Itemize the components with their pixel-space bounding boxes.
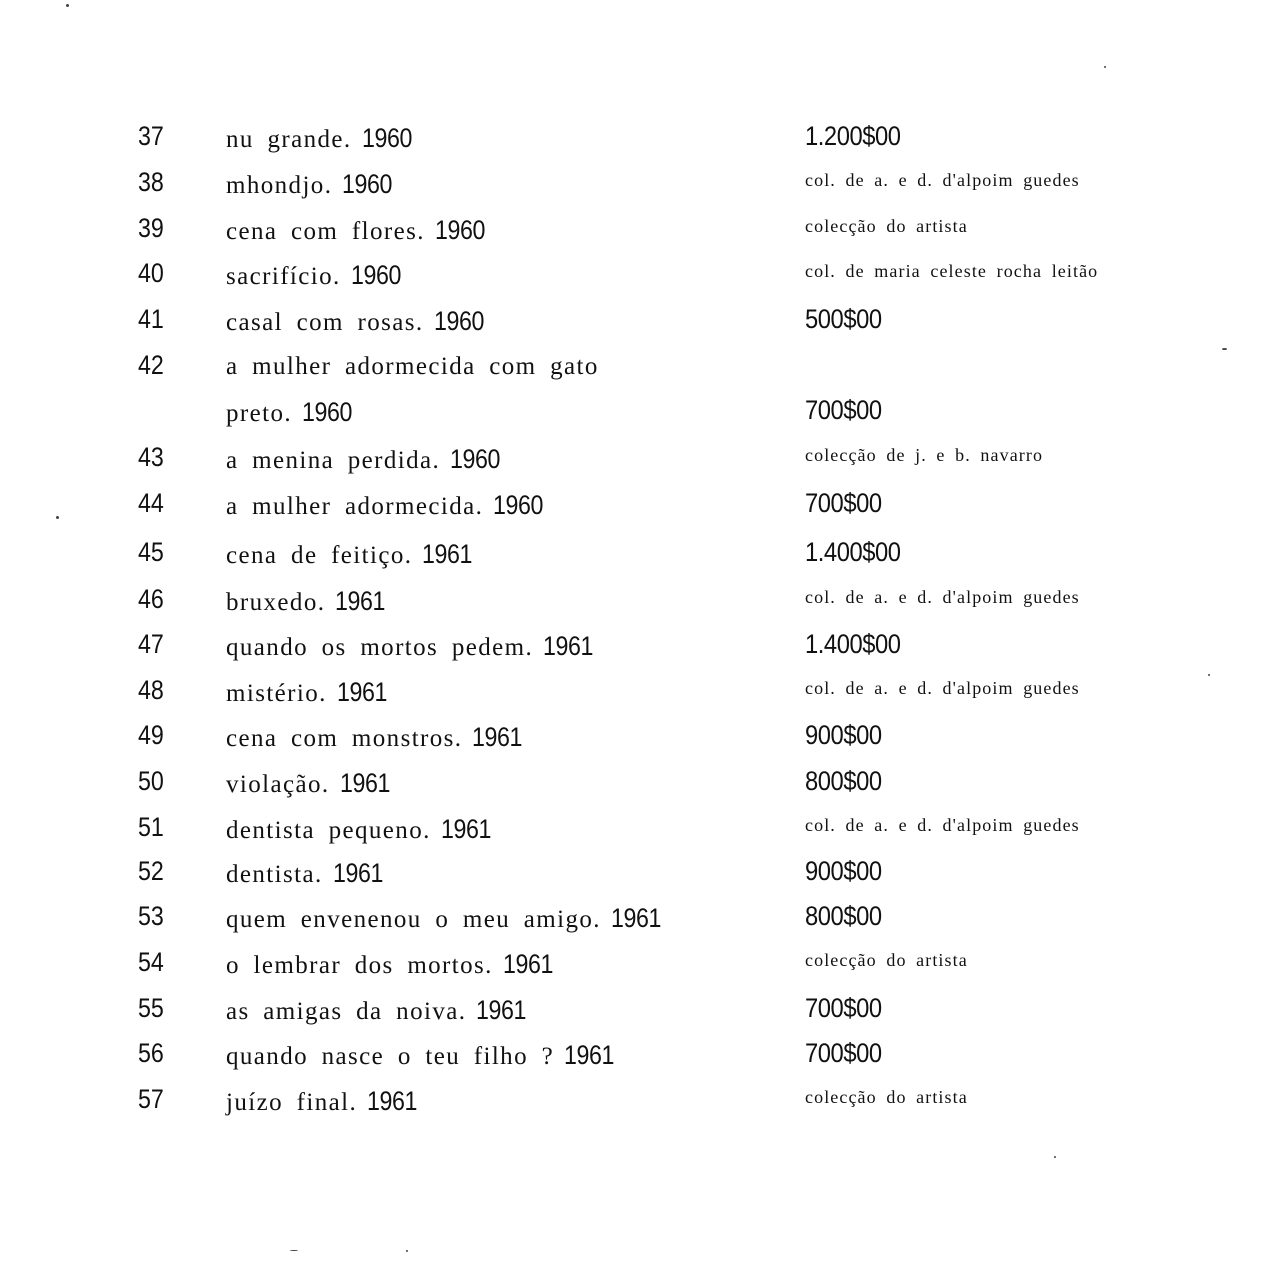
entry-note [805, 900, 892, 932]
entry-price: 700$00 [805, 993, 882, 1023]
entry-year: 1961 [610, 903, 661, 933]
entry-note [805, 855, 892, 887]
catalogue-entry [0, 441, 1264, 481]
entry-number: 47 [138, 629, 164, 659]
entry-number: 38 [138, 167, 164, 197]
entry-title-line [226, 1039, 622, 1073]
entry-price: 1.400$00 [805, 537, 901, 567]
entry-year: 1961 [422, 539, 473, 569]
entry-price: 700$00 [805, 488, 882, 518]
entry-year: 1960 [434, 215, 485, 245]
catalogue-entry [0, 257, 1264, 297]
entry-owner: colecção do artista [805, 950, 968, 970]
entry-title: cena de feitiço. [226, 542, 413, 569]
entry-title-line [226, 630, 601, 664]
entry-year: 1960 [493, 490, 544, 520]
entry-number: 52 [138, 856, 164, 886]
entry-title-line [226, 396, 360, 430]
entry-price: 700$00 [805, 395, 882, 425]
entry-note [805, 212, 968, 240]
entry-number: 46 [138, 584, 164, 614]
entry-number: 41 [138, 304, 164, 334]
catalogue-entry [0, 674, 1264, 714]
catalogue-entry [0, 583, 1264, 623]
entry-year: 1960 [450, 444, 501, 474]
entry-title: juízo final. [226, 1089, 358, 1116]
entry-year: 1961 [335, 586, 386, 616]
catalogue-entry [0, 719, 1264, 759]
entry-number: 44 [138, 488, 164, 518]
scan-speck [66, 4, 69, 7]
catalogue-entry [0, 487, 1264, 527]
catalogue-entry [0, 992, 1264, 1032]
entry-note [805, 120, 914, 152]
scan-speck [1104, 66, 1106, 68]
entry-title: bruxedo. [226, 589, 326, 616]
entry-title-line [226, 994, 534, 1028]
entry-number: 56 [138, 1038, 164, 1068]
entry-number: 37 [138, 121, 164, 151]
catalogue-entry-continuation [0, 394, 1264, 434]
catalogue-entry [0, 628, 1264, 668]
entry-note [805, 257, 1098, 285]
entry-title: quando os mortos pedem. [226, 634, 534, 661]
entry-title: sacrifício. [226, 263, 341, 290]
entry-year: 1961 [367, 1086, 418, 1116]
entry-note [805, 487, 892, 519]
catalogue-entry [0, 855, 1264, 895]
entry-title-line [226, 259, 409, 293]
entry-title-line [226, 1085, 425, 1119]
catalogue-entry [0, 1037, 1264, 1077]
entry-price: 1.200$00 [805, 121, 901, 151]
entry-year: 1960 [361, 123, 412, 153]
entry-number: 55 [138, 993, 164, 1023]
entry-title-line [226, 585, 393, 619]
entry-year: 1961 [332, 858, 383, 888]
catalogue-entry [0, 120, 1264, 160]
entry-price: 1.400$00 [805, 629, 901, 659]
entry-number: 42 [138, 350, 164, 380]
entry-owner: colecção do artista [805, 1087, 968, 1107]
entry-owner: col. de a. e d. d'alpoim guedes [805, 170, 1080, 190]
entry-year: 1961 [339, 768, 390, 798]
entry-price: 700$00 [805, 1038, 882, 1068]
entry-number: 43 [138, 442, 164, 472]
catalogue-entry [0, 765, 1264, 805]
entry-title-line [226, 214, 493, 248]
entry-title-line [226, 305, 492, 339]
entry-number: 54 [138, 947, 164, 977]
entry-owner: col. de a. e d. d'alpoim guedes [805, 587, 1080, 607]
entry-year: 1961 [564, 1040, 615, 1070]
catalogue-entry [0, 900, 1264, 940]
entry-title-line [226, 122, 420, 156]
entry-title-line [226, 767, 398, 801]
entry-year: 1961 [543, 631, 594, 661]
entry-note [805, 674, 1080, 702]
entry-number: 48 [138, 675, 164, 705]
entry-title: mhondjo. [226, 172, 333, 199]
entry-number: 51 [138, 812, 164, 842]
entry-note [805, 719, 892, 751]
entry-price: 800$00 [805, 901, 882, 931]
entry-title-line [226, 857, 391, 891]
entry-title-line [226, 168, 400, 202]
scan-speck [1208, 674, 1210, 676]
catalogue-entry [0, 166, 1264, 206]
entry-note [805, 946, 968, 974]
entry-title: a mulher adormecida com gato [226, 353, 599, 380]
catalogue-entry [0, 303, 1264, 343]
entry-title-line [226, 948, 561, 982]
entry-year: 1961 [440, 814, 491, 844]
entry-number: 45 [138, 537, 164, 567]
catalogue-entry [0, 349, 1264, 389]
entry-number: 40 [138, 258, 164, 288]
entry-owner: col. de a. e d. d'alpoim guedes [805, 678, 1080, 698]
entry-title: o lembrar dos mortos. [226, 952, 493, 979]
entry-title: a mulher adormecida. [226, 493, 484, 520]
scan-speck [56, 516, 59, 519]
scan-speck [1054, 1156, 1056, 1158]
entry-year: 1961 [472, 722, 523, 752]
entry-title-line [226, 721, 531, 755]
entry-number: 39 [138, 213, 164, 243]
entry-title-line [226, 489, 551, 523]
entry-title-line [226, 538, 480, 572]
entry-note [805, 628, 914, 660]
entry-title: dentista. [226, 861, 323, 888]
entry-owner: colecção do artista [805, 216, 968, 236]
catalogue-entry [0, 811, 1264, 851]
entry-note [805, 536, 914, 568]
entry-note [805, 1037, 892, 1069]
entry-title: a menina perdida. [226, 447, 441, 474]
entry-number: 57 [138, 1084, 164, 1114]
catalogue-entry [0, 1083, 1264, 1123]
entry-year: 1960 [302, 397, 352, 427]
entry-owner: colecção de j. e b. navarro [805, 445, 1044, 465]
entry-owner: col. de a. e d. d'alpoim guedes [805, 815, 1080, 835]
entry-number: 50 [138, 766, 164, 796]
entry-title-line [226, 443, 508, 477]
entry-note [805, 1083, 968, 1111]
catalogue-entry [0, 536, 1264, 576]
entry-title: nu grande. [226, 126, 352, 153]
entry-title: quando nasce o teu filho ? [226, 1043, 555, 1070]
entry-title: cena com monstros. [226, 725, 463, 752]
entry-note [805, 303, 892, 335]
entry-note [805, 394, 892, 426]
entry-price: 800$00 [805, 766, 882, 796]
entry-title: violação. [226, 771, 330, 798]
entry-title: preto. [226, 400, 293, 427]
entry-title: casal com rosas. [226, 309, 424, 336]
entry-number: 53 [138, 901, 164, 931]
catalogue-entry [0, 946, 1264, 986]
entry-year: 1960 [433, 306, 484, 336]
entry-year: 1961 [336, 677, 387, 707]
entry-number: 49 [138, 720, 164, 750]
entry-price: 500$00 [805, 304, 882, 334]
entry-year: 1961 [476, 995, 527, 1025]
entry-title: as amigas da noiva. [226, 998, 467, 1025]
entry-price: 900$00 [805, 720, 882, 750]
entry-price: 900$00 [805, 856, 882, 886]
scan-speck [1222, 348, 1227, 350]
catalogue-entry [0, 212, 1264, 252]
entry-note [805, 765, 892, 797]
entry-title: quem envenenou o meu amigo. [226, 906, 601, 933]
entry-title-line [226, 902, 669, 936]
entry-owner: col. de maria celeste rocha leitão [805, 261, 1099, 281]
entry-note [805, 992, 892, 1024]
entry-title-line [226, 676, 395, 710]
entry-note [805, 166, 1080, 194]
entry-note [805, 583, 1080, 611]
scan-speck [290, 1250, 298, 1251]
entry-title-line [226, 351, 609, 383]
entry-title-line [226, 813, 499, 847]
entry-title: cena com flores. [226, 218, 425, 245]
entry-note [805, 441, 1043, 469]
entry-title: dentista pequeno. [226, 817, 431, 844]
scan-speck [406, 1250, 408, 1252]
entry-year: 1960 [342, 169, 393, 199]
entry-year: 1960 [350, 260, 401, 290]
entry-year: 1961 [502, 949, 553, 979]
entry-note [805, 811, 1080, 839]
entry-title: mistério. [226, 680, 327, 707]
